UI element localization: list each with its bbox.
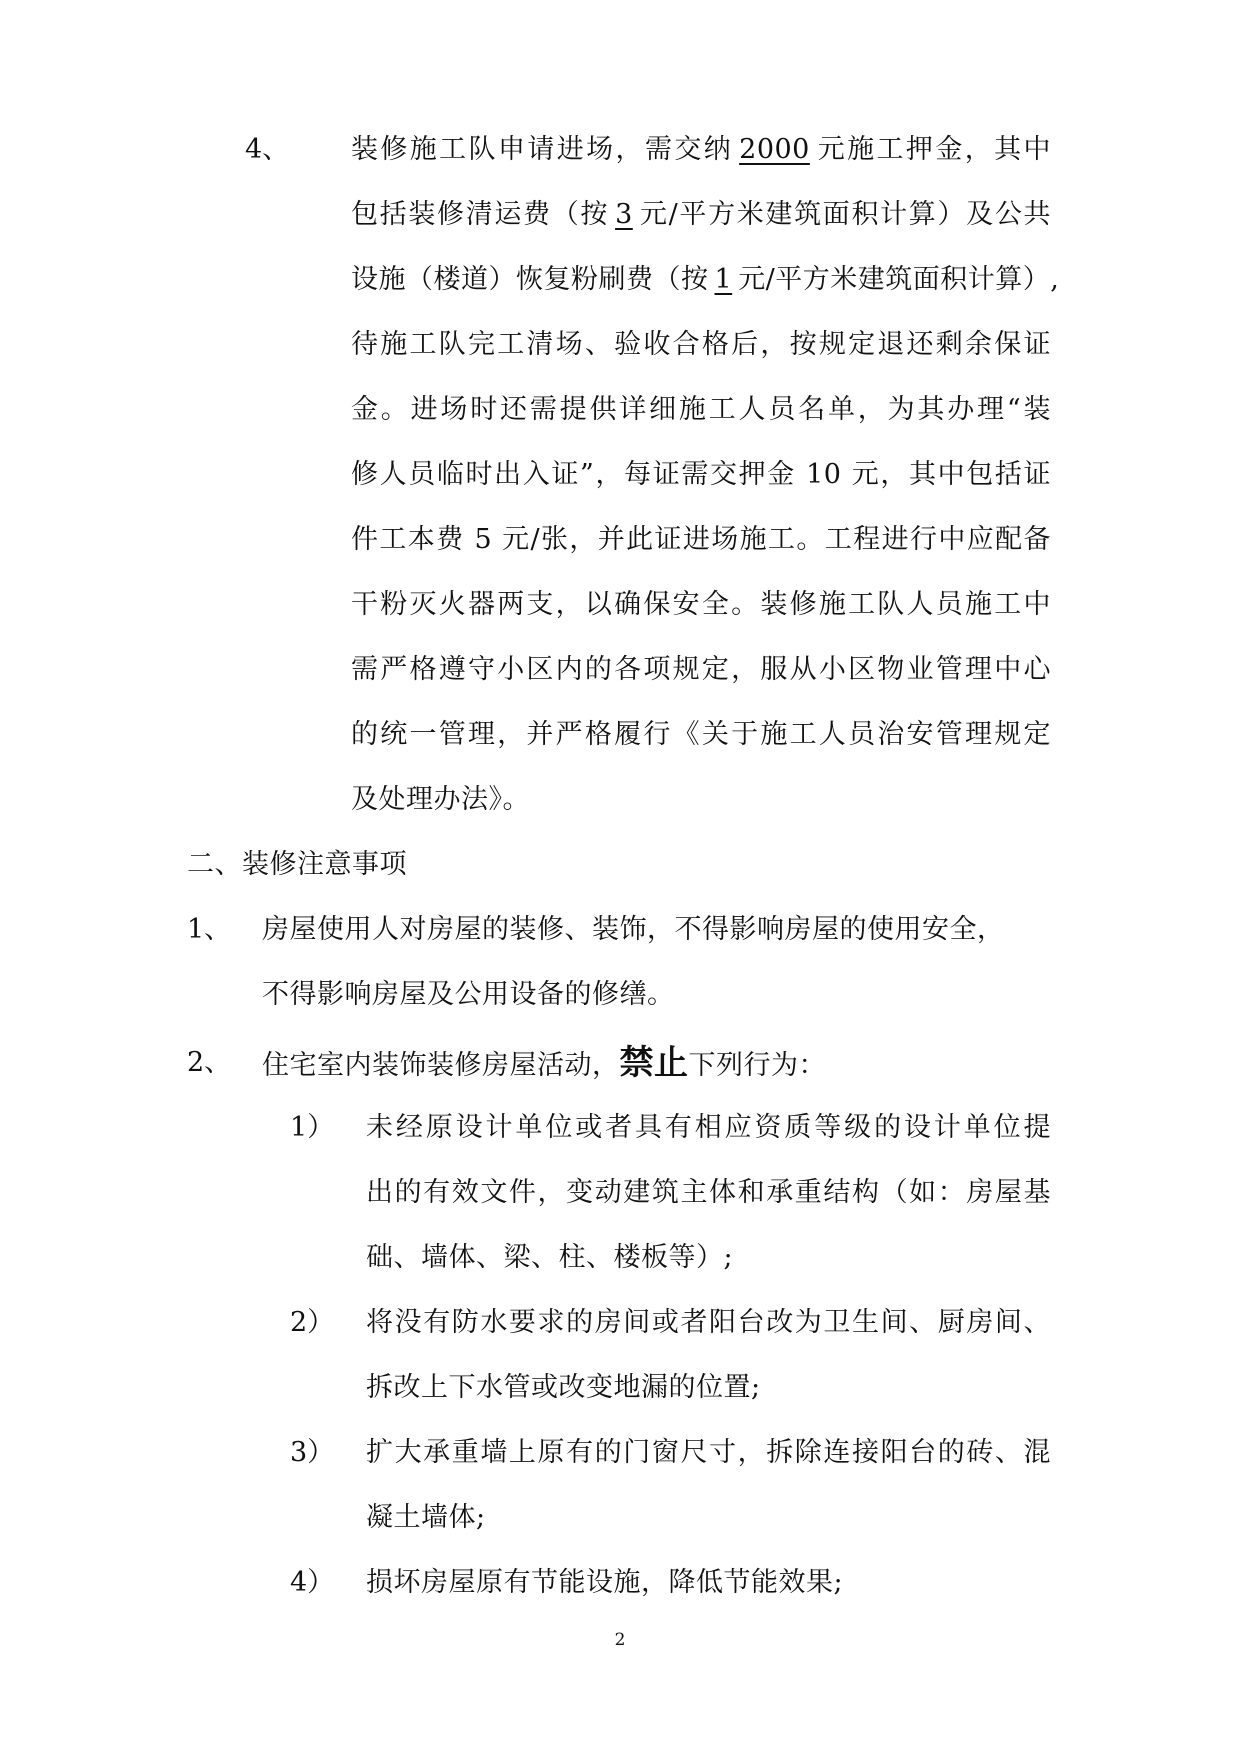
deposit-amount: 2000 [739,134,810,165]
item-4-line-5: 金。进场时还需提供详细施工人员名单，为其办理“装 [351,394,1051,425]
sub-item-1-line-3: 础、墙体、梁、柱、楼板等）; [366,1242,734,1273]
item-4-line-10: 的统一管理，并严格履行《关于施工人员治安管理规定 [351,719,1051,750]
item-4-line-3: 设施（楼道）恢复粉刷费（按 1 元/平方米建筑面积计算）, [351,260,1051,300]
item-4-line-9: 需严格遵守小区内的各项规定，服从小区物业管理中心 [351,654,1051,685]
prohibited-emphasis: 禁止 [619,1043,689,1083]
sub-item-1-marker: 1） [290,1112,335,1143]
item-4-line-4: 待施工队完工清场、验收合格后，按规定退还剩余保证 [351,329,1051,360]
item-4-line-2: 包括装修清运费（按 3 元/平方米建筑面积计算）及公共 [351,195,1051,235]
item-4-line-7: 件工本费 5 元/张，并此证进场施工。工程进行中应配备 [351,524,1051,555]
sub-item-1-line-2: 出的有效文件，变动建筑主体和承重结构（如：房屋基 [366,1177,1051,1208]
item-4-line-8: 干粉灭火器两支，以确保安全。装修施工队人员施工中 [351,589,1051,620]
section-2-item-1-marker: 1、 [187,914,232,945]
section-2-heading: 二、装修注意事项 [187,849,407,880]
sub-item-2-line-2: 拆改上下水管或改变地漏的位置; [366,1372,761,1403]
sub-item-3-marker: 3） [290,1437,335,1468]
item-4-line-11: 及处理办法》。 [351,784,530,815]
item-4-line-6: 修人员临时出入证”，每证需交押金 10 元，其中包括证 [351,459,1051,490]
sub-item-2-line-1: 将没有防水要求的房间或者阳台改为卫生间、厨房间、 [366,1307,1051,1338]
section-2-item-2-marker: 2、 [187,1047,232,1078]
sub-item-4-marker: 4） [290,1567,335,1598]
sub-item-3-line-1: 扩大承重墙上原有的门窗尺寸，拆除连接阳台的砖、混 [366,1437,1051,1468]
section-2-item-1-line-2: 不得影响房屋及公用设备的修缮。 [262,979,675,1010]
sub-item-3-line-2: 凝土墙体; [366,1502,486,1533]
cleanup-rate: 3 [615,199,633,230]
item-4-line-1: 装修施工队申请进场，需交纳 2000 元施工押金，其中 [351,130,1051,170]
sub-item-4-line-1: 损坏房屋原有节能设施，降低节能效果; [366,1567,844,1598]
page-number: 2 [614,1630,626,1650]
item-4-marker: 4、 [245,134,290,165]
section-2-item-2-line: 住宅室内装饰装修房屋活动，禁止下列行为： [262,1043,826,1083]
section-2-item-1-line-1: 房屋使用人对房屋的装修、装饰，不得影响房屋的使用安全， [262,914,1005,945]
sub-item-1-line-1: 未经原设计单位或者具有相应资质等级的设计单位提 [366,1112,1051,1143]
repaint-rate: 1 [714,264,733,295]
sub-item-2-marker: 2） [290,1307,335,1338]
